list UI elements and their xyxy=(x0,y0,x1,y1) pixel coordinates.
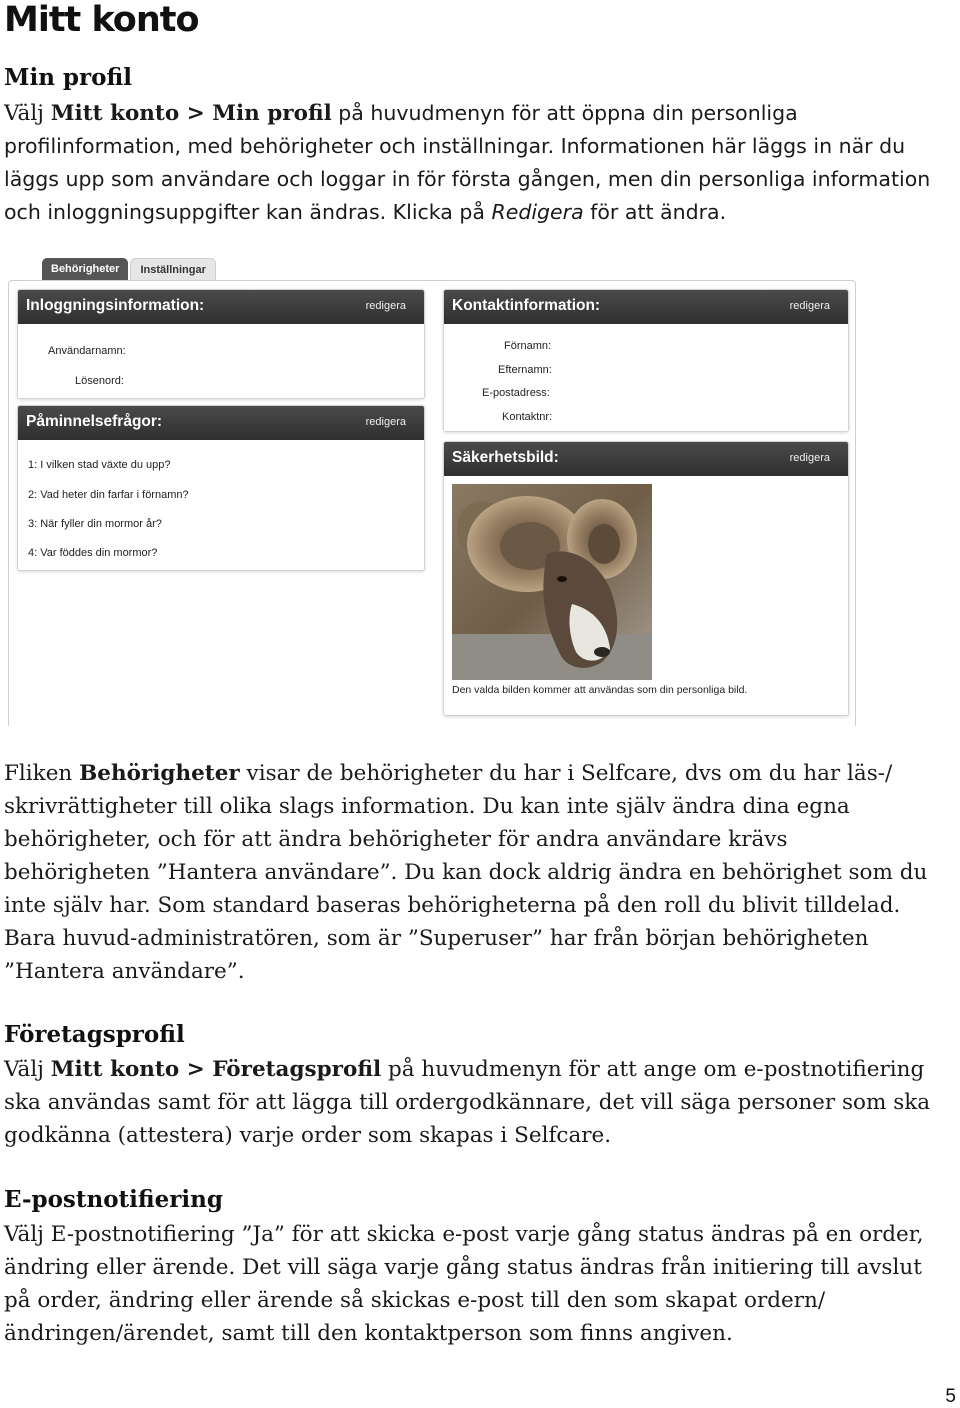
contact-info-panel xyxy=(443,289,849,432)
reminder-questions-header xyxy=(18,406,424,440)
edit-image-link[interactable]: redigera xyxy=(789,452,830,464)
behorigheter-paragraph xyxy=(4,757,934,988)
lastname-label: Efternamn: xyxy=(498,364,552,376)
username-label: Användarnamn: xyxy=(48,345,126,357)
edit-login-link[interactable]: redigera xyxy=(365,300,406,312)
tab-content-frame xyxy=(8,280,856,726)
text-run: på huvudmenyn för att öppna din personliga profilinformation, med behörigheter och inställningar. Informationen här läggs in när du läggs upp som användare och loggar in för första gången, men din personliga information och inloggningsuppgifter kan ändras. Klicka på xyxy=(4,101,931,224)
contact-info-header xyxy=(444,290,848,324)
security-image-caption: Den valda bilden kommer att användas som din personliga bild. xyxy=(452,684,748,696)
question-item: 3: När fyller din mormor år? xyxy=(28,518,162,530)
menu-path: Mitt konto > Min profil xyxy=(50,101,332,126)
redigera-reference: Redigera xyxy=(491,200,584,224)
login-info-header xyxy=(18,290,424,324)
text-run: visar de behörigheter du har i Selfcare, dvs om du har läs-/ skrivrättigheter till olika slags information. Du kan inte själv ändra dina egna behörigheter, och för att ändra behörigheter för andra användare krävs behörigheten ”Hantera användare”. Du kan dock aldrig ändra en behörighet som du inte själv har. Som standard baseras behörigheterna på den roll du blivit tilldelad. Bara huvud-administratören, som är ”Superuser” har från början behörigheten ”Hantera användare”. xyxy=(4,761,928,984)
tab-installningar[interactable]: Inställningar xyxy=(130,258,215,282)
text-run: Fliken xyxy=(4,761,80,786)
security-image-header xyxy=(444,442,848,476)
security-image-panel xyxy=(443,441,849,716)
edit-questions-link[interactable]: redigera xyxy=(365,416,406,428)
text-run: för att ändra. xyxy=(583,200,727,224)
foretagsprofil-paragraph xyxy=(4,1053,934,1152)
password-label: Lösenord: xyxy=(75,375,124,387)
question-item: 2: Vad heter din farfar i förnamn? xyxy=(28,489,189,501)
edit-contact-link[interactable]: redigera xyxy=(789,300,830,312)
panel-title: Påminnelsefrågor: xyxy=(26,413,163,430)
min-profil-paragraph xyxy=(4,97,934,229)
page-title: Mitt konto xyxy=(4,0,199,40)
login-info-panel xyxy=(17,289,425,399)
epostnotifiering-paragraph: Välj E-postnotifiering ”Ja” för att skicka e-post varje gång status ändras på en order, ändring eller ärende. Det vill säga varje gång status ändras från initiering till avslut på order, ändring eller ärende så skickas e-post till den som skapat ordern/ändringen/ärendet, samt till den kontaktperson som finns angiven. xyxy=(4,1222,924,1346)
page-number: 5 xyxy=(945,1386,956,1407)
section-heading-min-profil: Min profil xyxy=(4,64,132,91)
firstname-label: Förnamn: xyxy=(504,340,552,352)
section-heading-foretagsprofil: Företagsprofil xyxy=(4,1021,185,1048)
text-run: på huvudmenyn för att ange om e-postnotifiering ska användas samt för att lägga till ordergodkännare, det vill säga personer som ska godkänna (attestera) varje order som skapas i Selfcare. xyxy=(4,1057,931,1148)
tab-behorigheter[interactable]: Behörigheter xyxy=(42,258,128,282)
question-item: 4: Var föddes din mormor? xyxy=(28,547,158,559)
tab-bar xyxy=(42,258,216,282)
panel-title: Inloggningsinformation: xyxy=(26,297,205,314)
behorigheter-term: Behörigheter xyxy=(79,761,240,786)
question-item: 1: I vilken stad växte du upp? xyxy=(28,459,171,471)
text-run: Välj xyxy=(4,1057,51,1082)
security-photo[interactable] xyxy=(452,484,652,680)
phone-label: Kontaktnr: xyxy=(502,411,553,423)
panel-title: Säkerhetsbild: xyxy=(452,449,559,466)
profile-screenshot xyxy=(8,248,858,726)
email-label: E-postadress: xyxy=(482,387,550,399)
text-run: Välj xyxy=(4,101,51,126)
menu-path: Mitt konto > Företagsprofil xyxy=(50,1057,382,1082)
section-heading-epostnotifiering: E-postnotifiering xyxy=(4,1186,223,1213)
panel-title: Kontaktinformation: xyxy=(452,297,601,314)
reminder-questions-panel xyxy=(17,405,425,571)
